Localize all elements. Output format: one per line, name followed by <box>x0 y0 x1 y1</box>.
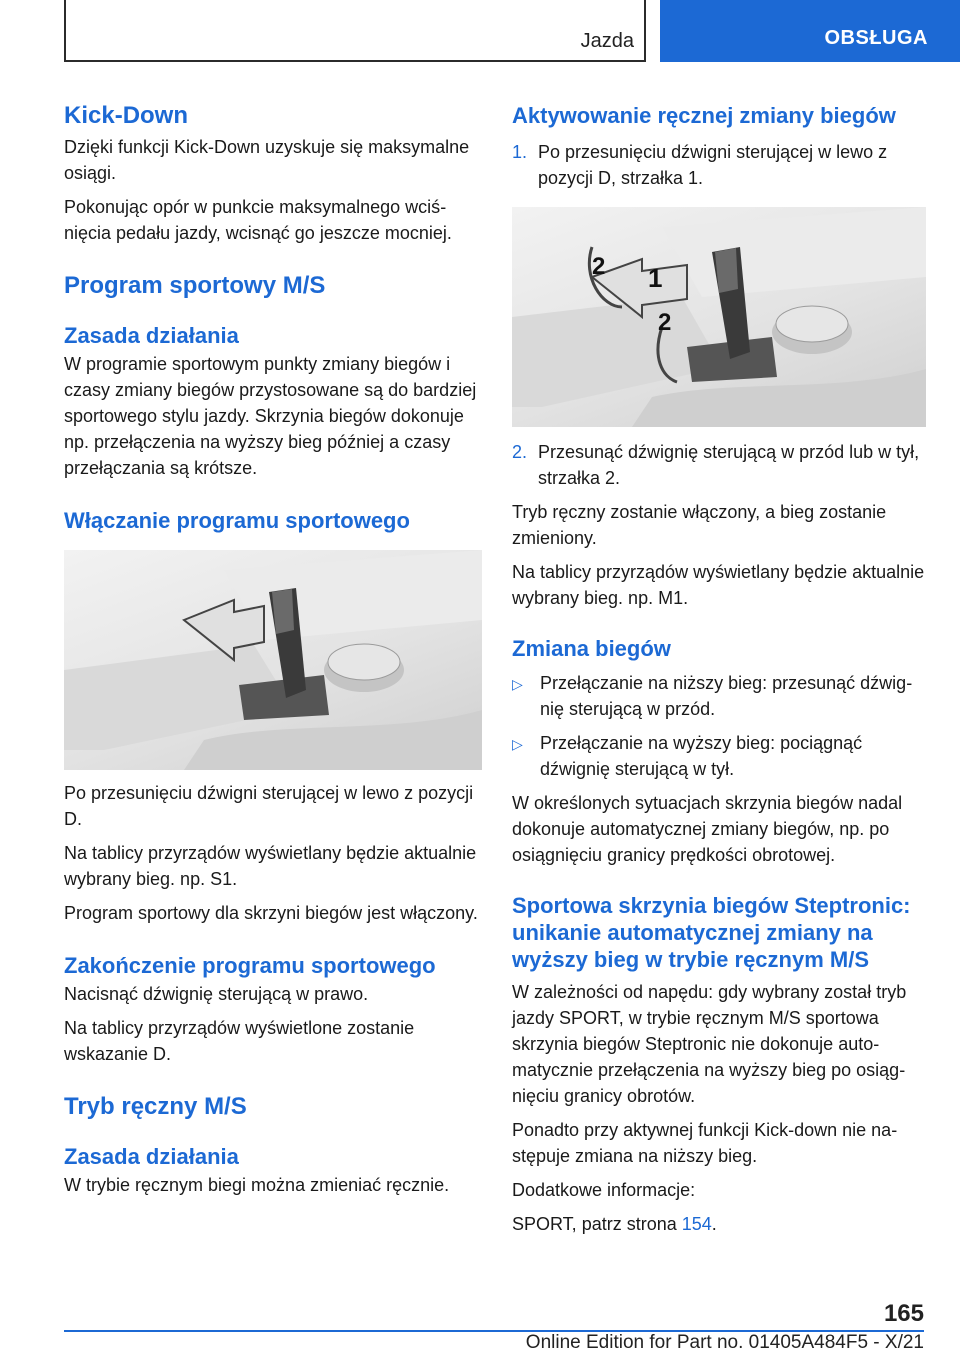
principle-text-1: W programie sportowym punkty zmiany biegów i czasy zmiany biegów przystosowane są do bardziej sportowego stylu jazdy. Skrzynia biegów dokonuje np. przełączenia na wyższy bieg później a czasy przełączania są krótsze. <box>64 354 477 478</box>
heading-principle-1: Zasada działania <box>64 323 239 348</box>
bullet-upshift <box>512 730 926 782</box>
left-column <box>64 102 482 1198</box>
heading-manual-mode: Tryb ręczny M/S <box>64 1093 247 1120</box>
cross-reference-end: . <box>711 1214 717 1234</box>
bullet-downshift-text: Przełączanie na niższy bieg: przesunąć dźwignię sterującą w przód. <box>540 673 913 719</box>
heading-sport-off: Zakończenie programu sportowego <box>64 953 436 978</box>
steptronic-text-2: Ponadto przy aktywnej funkcji Kick-down nie następuje zmiana na niższy bieg. <box>512 1120 898 1166</box>
step-1 <box>512 139 926 191</box>
bullet-triangle-icon: ▷ <box>512 676 523 692</box>
header-section-title: Jazda <box>580 30 634 52</box>
footer-edition: Online Edition for Part no. 01405A484F5 - X/21 <box>525 1332 924 1353</box>
sport-off-text-1: Nacisnąć dźwignię sterującą w prawo. <box>64 984 369 1004</box>
heading-steptronic: Sportowa skrzynia biegów Steptronic: unikanie automatycznej zmiany na wyższy bieg w trybie ręcznym M/S <box>512 893 911 972</box>
page-number: 165 <box>883 1300 924 1327</box>
bullet-upshift-text: Przełączanie na wyższy bieg: pociągnąć dźwignię sterującą w tył. <box>540 733 863 779</box>
step-2-number: 2. <box>512 442 528 462</box>
kick-down-text-1: Dzięki funkcji Kick-Down uzyskuje się maksymalne osiągi. <box>64 137 470 183</box>
arrow-2-label-top: 2 <box>592 253 606 280</box>
step-2-text: Przesunąć dźwignię sterującą w przód lub w tył, strzałka 2. <box>538 442 920 488</box>
heading-sport-program: Program sportowy M/S <box>64 272 326 299</box>
bullet-triangle-icon: ▷ <box>512 736 523 752</box>
gear-lever-drawing <box>64 550 482 770</box>
arrow-2-label-bottom: 2 <box>658 309 672 336</box>
sport-on-text-2: Na tablicy przyrządów wyświetlany będzie aktualnie wybrany bieg. np. S1. <box>64 843 477 889</box>
heading-principle-2: Zasada działania <box>64 1144 239 1169</box>
heading-activate-manual: Aktywowanie ręcznej zmiany biegów <box>512 103 896 128</box>
sport-on-text-3: Program sportowy dla skrzyni biegów jest włączony. <box>64 903 478 923</box>
header-chapter-label: OBSŁUGA <box>824 27 928 49</box>
gear-change-text: W określonych sytuacjach skrzynia biegów nadal dokonuje automatycznej zmiany biegów, np. po osiągnięciu granicy prędkości obrotowej. <box>512 793 903 865</box>
cross-reference <box>512 1211 926 1237</box>
sport-on-text-1: Po przesunięciu dźwigni sterującej w lewo z pozycji D. <box>64 783 474 829</box>
heading-kick-down: Kick-Down <box>64 102 189 129</box>
principle-text-2: W trybie ręcznym biegi można zmieniać ręcznie. <box>64 1175 450 1195</box>
steptronic-text-3: Dodatkowe informacje: <box>512 1180 696 1200</box>
heading-gear-change: Zmiana biegów <box>512 636 671 661</box>
gear-lever-manual-drawing <box>512 207 926 427</box>
arrow-1-label: 1 <box>648 263 663 293</box>
bullet-downshift <box>512 670 926 722</box>
cross-reference-text: SPORT, patrz strona <box>512 1214 682 1234</box>
gear-lever-left-illustration <box>64 550 482 770</box>
activate-text-2: Na tablicy przyrządów wyświetlany będzie aktualnie wybrany bieg. np. M1. <box>512 562 925 608</box>
right-column <box>512 102 926 1237</box>
header-chapter-tab <box>660 0 960 62</box>
heading-sport-on: Włączanie programu sportowego <box>64 508 410 533</box>
gear-lever-manual-illustration <box>512 207 926 427</box>
kick-down-text-2: Pokonując opór w punkcie maksymalnego wciśnięcia pedału jazdy, wcisnąć go jeszcze mocniej. <box>64 197 452 243</box>
step-1-text: Po przesunięciu dźwigni sterującej w lewo z pozycji D, strzałka 1. <box>538 142 888 188</box>
page-154-link[interactable]: 154 <box>681 1214 712 1234</box>
header-frame <box>64 0 646 62</box>
step-1-number: 1. <box>512 142 528 162</box>
step-2 <box>512 439 926 491</box>
steptronic-text-1: W zależności od napędu: gdy wybrany został tryb jazdy SPORT, w trybie ręcznym M/S sportowa skrzynia biegów Steptronic nie dokonuje automatycznie przełączenia na wyższy bieg po osiągnięciu granicy obrotów. <box>512 982 907 1106</box>
activate-text-1: Tryb ręczny zostanie włączony, a bieg zostanie zmieniony. <box>512 502 887 548</box>
sport-off-text-2: Na tablicy przyrządów wyświetlone zostanie wskazanie D. <box>64 1018 415 1064</box>
